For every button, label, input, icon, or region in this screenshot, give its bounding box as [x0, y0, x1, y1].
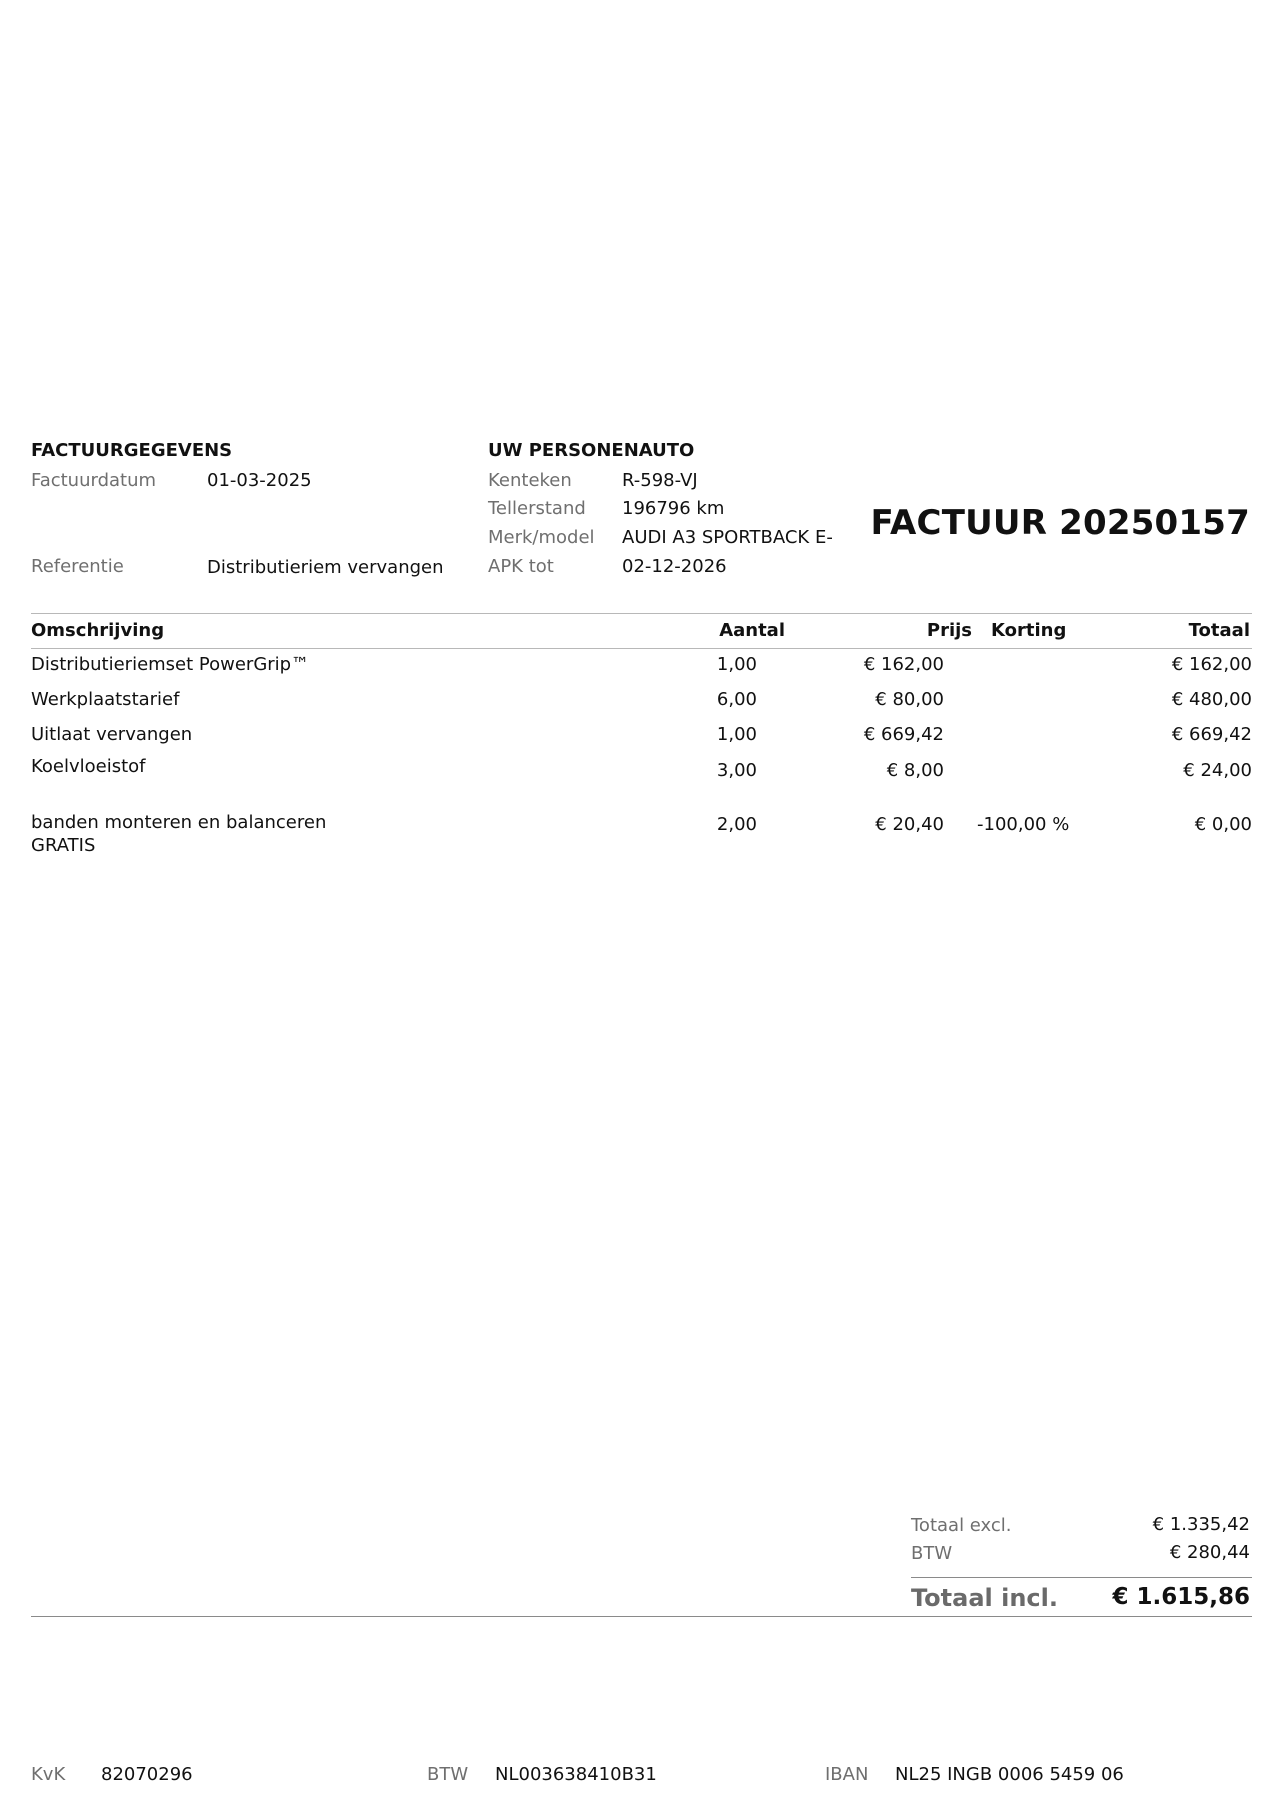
vat-value: € 280,44: [1169, 1542, 1250, 1563]
vat-label: BTW: [911, 1543, 953, 1564]
item-price: € 80,00: [875, 689, 944, 710]
odometer-value: 196796 km: [622, 498, 725, 519]
item-description-note: GRATIS: [31, 835, 96, 856]
item-quantity: 3,00: [716, 760, 757, 781]
column-header-quantity: Aantal: [719, 620, 785, 641]
column-header-description: Omschrijving: [31, 620, 165, 641]
subtotal-label: Totaal excl.: [911, 1515, 1012, 1536]
item-total: € 669,42: [1171, 724, 1252, 745]
item-description: Werkplaatstarief: [31, 689, 180, 710]
item-description: Uitlaat vervangen: [31, 724, 193, 745]
item-total: € 162,00: [1171, 654, 1252, 675]
iban-label: IBAN: [825, 1764, 869, 1785]
footer-vat-label: BTW: [427, 1764, 469, 1785]
table-row: [31, 811, 1252, 861]
subtotal-value: € 1.335,42: [1152, 1514, 1250, 1535]
reference-value: Distributieriem vervangen: [207, 557, 444, 578]
item-discount: -100,00 %: [977, 814, 1070, 835]
item-total: € 480,00: [1171, 689, 1252, 710]
kvk-label: KvK: [31, 1764, 66, 1785]
item-description-main: banden monteren en balanceren: [31, 812, 327, 833]
item-quantity: 1,00: [716, 654, 757, 675]
invoice-date-label: Factuurdatum: [31, 470, 157, 491]
table-top-divider: [31, 613, 1252, 614]
item-description: Distributieriemset PowerGrip™: [31, 654, 310, 675]
column-header-price: Prijs: [926, 620, 972, 641]
grand-total-value: € 1.615,86: [1112, 1584, 1250, 1610]
column-header-total: Totaal: [1188, 620, 1250, 641]
item-price: € 8,00: [886, 760, 944, 781]
item-price: € 162,00: [863, 654, 944, 675]
totals-bottom-divider: [31, 1616, 1252, 1617]
item-description: [31, 811, 326, 857]
table-row: [31, 756, 1252, 800]
make-model-label: Merk/model: [488, 527, 595, 548]
license-plate-label: Kenteken: [488, 470, 572, 491]
vehicle-heading: UW PERSONENAUTO: [488, 440, 695, 461]
apk-label: APK tot: [488, 556, 554, 577]
column-header-discount: Korting: [991, 620, 1067, 641]
item-quantity: 2,00: [716, 814, 757, 835]
totals-divider: [911, 1577, 1252, 1578]
iban-value: NL25 INGB 0006 5459 06: [895, 1764, 1124, 1785]
item-description: Koelvloeistof: [31, 756, 146, 777]
item-price: € 20,40: [875, 814, 944, 835]
footer-vat-value: NL003638410B31: [495, 1764, 657, 1785]
kvk-value: 82070296: [101, 1764, 193, 1785]
item-price: € 669,42: [863, 724, 944, 745]
license-plate-value: R-598-VJ: [622, 470, 698, 491]
make-model-value: AUDI A3 SPORTBACK E-: [622, 527, 833, 548]
apk-value: 02-12-2026: [622, 556, 727, 577]
item-total: € 0,00: [1194, 814, 1252, 835]
table-header-divider: [31, 648, 1252, 649]
reference-label: Referentie: [31, 556, 124, 577]
item-total: € 24,00: [1183, 760, 1252, 781]
odometer-label: Tellerstand: [488, 498, 586, 519]
invoice-title: FACTUUR 20250157: [870, 503, 1250, 543]
grand-total-label: Totaal incl.: [911, 1584, 1058, 1612]
factuurgegevens-heading: FACTUURGEGEVENS: [31, 440, 233, 461]
invoice-date-value: 01-03-2025: [207, 470, 312, 491]
item-quantity: 6,00: [716, 689, 757, 710]
item-quantity: 1,00: [716, 724, 757, 745]
